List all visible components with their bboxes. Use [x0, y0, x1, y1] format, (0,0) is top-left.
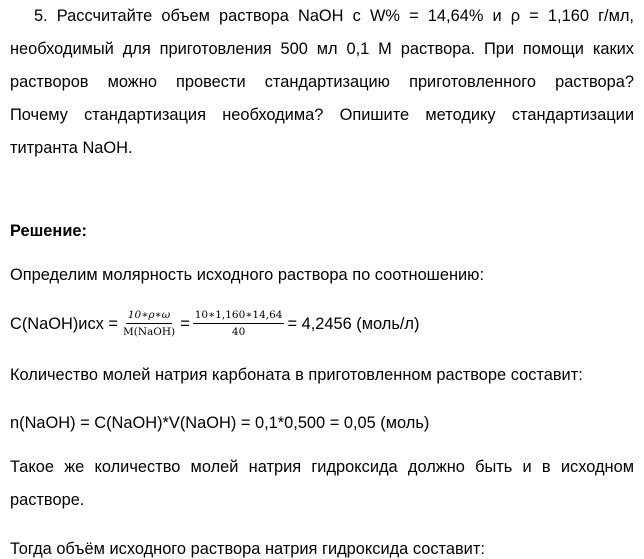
problem-line-4: Почему стандартизация необходима? Опишите методику стандартизации — [10, 106, 634, 124]
formula-result: = 4,2456 (моль/л) — [287, 314, 420, 333]
same-moles-line-1: Такое же количество молей натрия гидроксида должно быть и в исходном — [10, 458, 634, 476]
same-moles-paragraph — [10, 451, 634, 517]
fraction-general-denominator: M(NaOH) — [122, 326, 176, 338]
molarity-intro: Определим молярность исходного раствора по соотношению: — [10, 266, 484, 284]
problem-line-3: растворов можно провести стандартизацию приготовленного раствора? — [10, 73, 634, 91]
fraction-numeric — [193, 309, 285, 339]
fraction-general — [121, 309, 177, 339]
problem-statement — [10, 0, 634, 165]
solution-heading: Решение: — [10, 222, 87, 240]
problem-line-5: титранта NaOH. — [10, 139, 133, 157]
moles-intro: Количество молей натрия карбоната в приготовленном растворе составит: — [10, 366, 583, 384]
problem-line-2: необходимый для приготовления 500 мл 0,1 М раствора. При помощи каких — [10, 40, 634, 58]
molarity-formula — [10, 304, 419, 344]
volume-intro: Тогда объём исходного раствора натрия гидроксида составит: — [10, 540, 485, 558]
formula-lhs: C(NaOH)исх = — [10, 314, 118, 333]
fraction-numeric-denominator: 40 — [231, 326, 246, 338]
fraction-numeric-numerator: 10∗1,160∗14,64 — [193, 309, 285, 324]
same-moles-line-2: растворе. — [10, 491, 85, 509]
problem-line-1: 5. Рассчитайте объем раствора NaOH с W% = 14,64% и ρ = 1,160 г/мл, — [34, 7, 634, 25]
fraction-general-numerator: 10∗ρ∗ω — [126, 309, 172, 324]
moles-equation: n(NaOH) = C(NaOH)*V(NaOH) = 0,1*0,500 = 0,05 (моль) — [10, 414, 430, 432]
formula-equals: = — [180, 314, 190, 333]
